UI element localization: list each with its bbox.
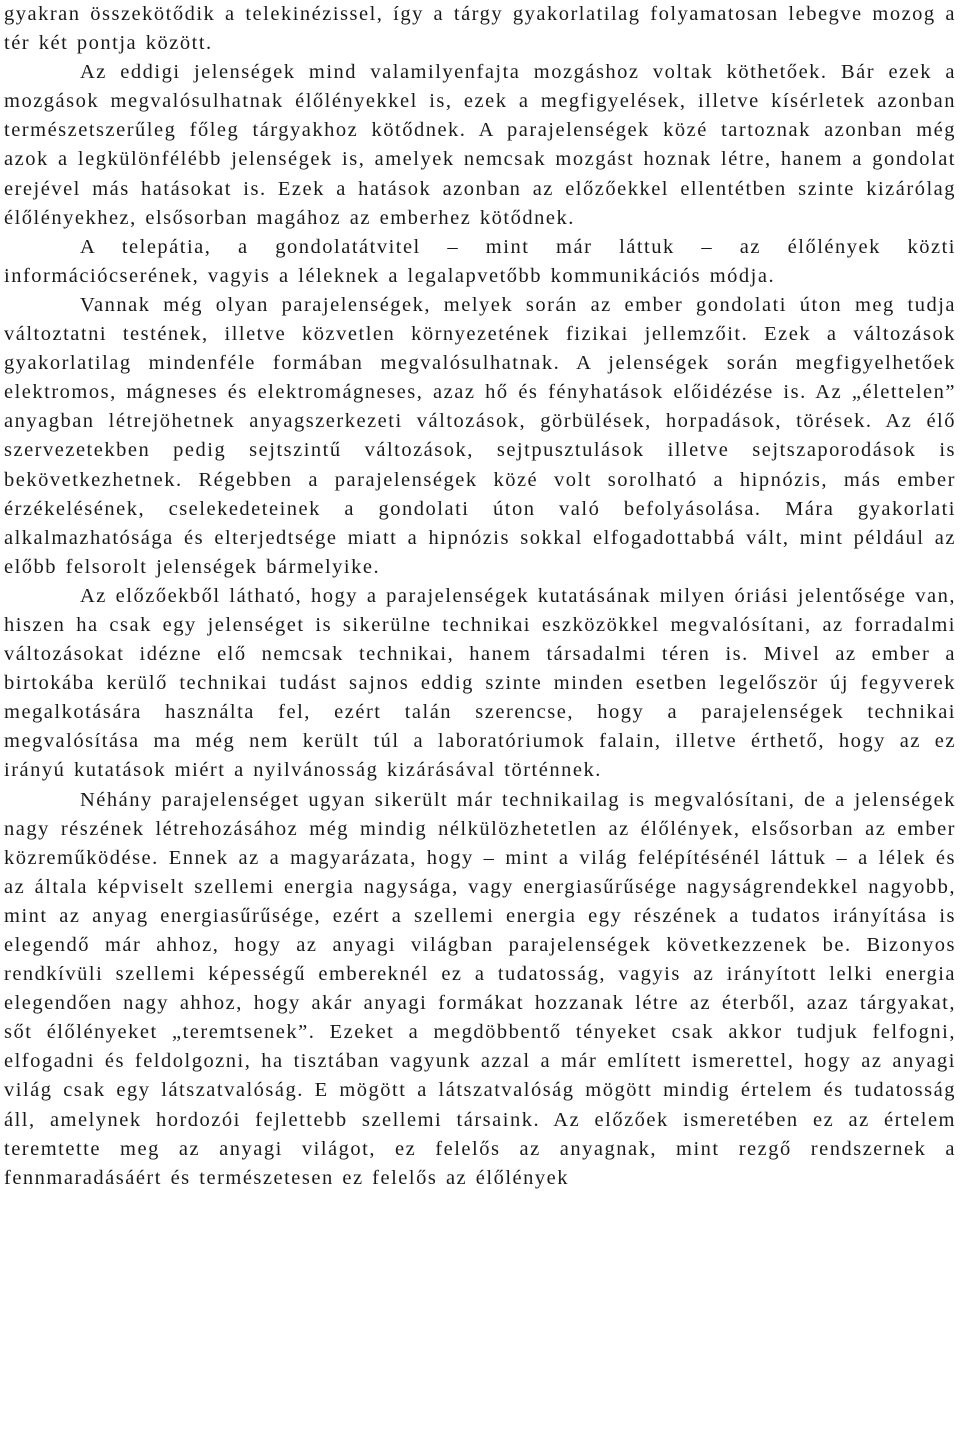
paragraph: Vannak még olyan parajelenségek, melyek során az ember gondolati úton meg tudja változtatni testének, illetve közvetlen környezetének fizikai jellemzőit. Ezek a változások gyakorlatilag mindenféle formában megvalósulhatnak. A jelenségek során megfigyelhetőek elektromos, mágneses és elektromágneses, azaz hő és fényhatások előidézése is. Az „élettelen” anyagban létrejöhetnek anyagszerkezeti változások, görbülések, horpadások, törések. Az élő szervezetekben pedig sejtszintű változások, sejtpusztulások illetve sejtszaporodások is bekövetkezhetnek. Régebben a parajelenségek közé volt sorolható a hipnózis, más ember érzékelésének, cselekedeteinek a gondolati úton való befolyásolása. Mára gyakorlati alkalmazhatósága és elterjedtsége miatt a hipnózis sokkal elfogadottabbá vált, mint például az előbb felsorolt jelenségek bármelyike. [4, 293, 956, 578]
paragraph: gyakran összekötődik a telekinézissel, így a tárgy gyakorlatilag folyamatosan lebegve mozog a tér két pontja között. [4, 3, 956, 55]
paragraph: Néhány parajelenséget ugyan sikerült már technikailag is megvalósítani, de a jelenségek nagy részének létrehozásához még mindig nélkülözhetetlen az élőlények, elsősorban az ember közreműködése. Ennek az a magyarázata, hogy – mint a világ felépítésénél láttuk – a lélek és az általa képviselt szellemi energia nagysága, vagy energiasűrűsége nagyságrendekkel nagyobb, mint az anyag energiasűrűsége, ezért a szellemi energia egy részének a tudatos irányítása is elegendő már ahhoz, hogy az anyagi világban parajelenségek következzenek be. Bizonyos rendkívüli szellemi képességű embereknél ez a tudatosság, vagyis az irányított lelki energia elegendően nagy ahhoz, hogy akár anyagi formákat hozzanak létre az éterből, azaz tárgyakat, sőt élőlényeket „teremtsenek”. Ezeket a megdöbbentő tényeket csak akkor tudjuk felfogni, elfogadni és feldolgozni, ha tisztában vagyunk azzal a már említett ismerettel, hogy az anyagi világ csak egy látszatvalóság. E mögött a látszatvalóság mögött mindig értelem és tudatosság áll, amelynek hordozói fejlettebb szellemi társaink. Az előzőek ismeretében ez az értelem teremtette meg az anyagi világot, ez felelős az anyagnak, mint rezgő rendszernek a fennmaradásáért és természetesen ez felelős az élőlények [4, 788, 956, 1189]
paragraph: Az eddigi jelenségek mind valamilyenfajta mozgáshoz voltak köthetőek. Bár ezek a mozgások megvalósulhatnak élőlényekkel is, ezek a megfigyelések, illetve kísérletek azonban természetszerűleg főleg tárgyakhoz kötődnek. A parajelenségek közé tartoznak azonban még azok a legkülönfélébb jelenségek is, amelyek nemcsak mozgást hoznak létre, hanem a gondolat erejével más hatásokat is. Ezek a hatások azonban az előzőekkel ellentétben szinte kizárólag élőlényekhez, elsősorban magához az emberhez kötődnek. [4, 61, 956, 229]
paragraph: A telepátia, a gondolatátvitel – mint már láttuk – az élőlények közti információcserének, vagyis a léleknek a legalapvetőbb kommunikációs módja. [4, 235, 956, 287]
paragraph: Az előzőekből látható, hogy a parajelenségek kutatásának milyen óriási jelentősége van, hiszen ha csak egy jelenséget is sikerülne technikai eszközökkel megvalósítani, az forradalmi változásokat idézne elő nemcsak technikai, hanem társadalmi téren is. Mivel az ember a birtokába kerülő technikai tudást sajnos eddig szinte minden esetben legelőször új fegyverek megalkotására használta fel, ezért talán szerencse, hogy a parajelenségek technikai megvalósítása ma még nem került túl a laboratóriumok falain, illetve érthető, hogy az ez irányú kutatások miért a nyilvánosság kizárásával történnek. [4, 584, 956, 782]
